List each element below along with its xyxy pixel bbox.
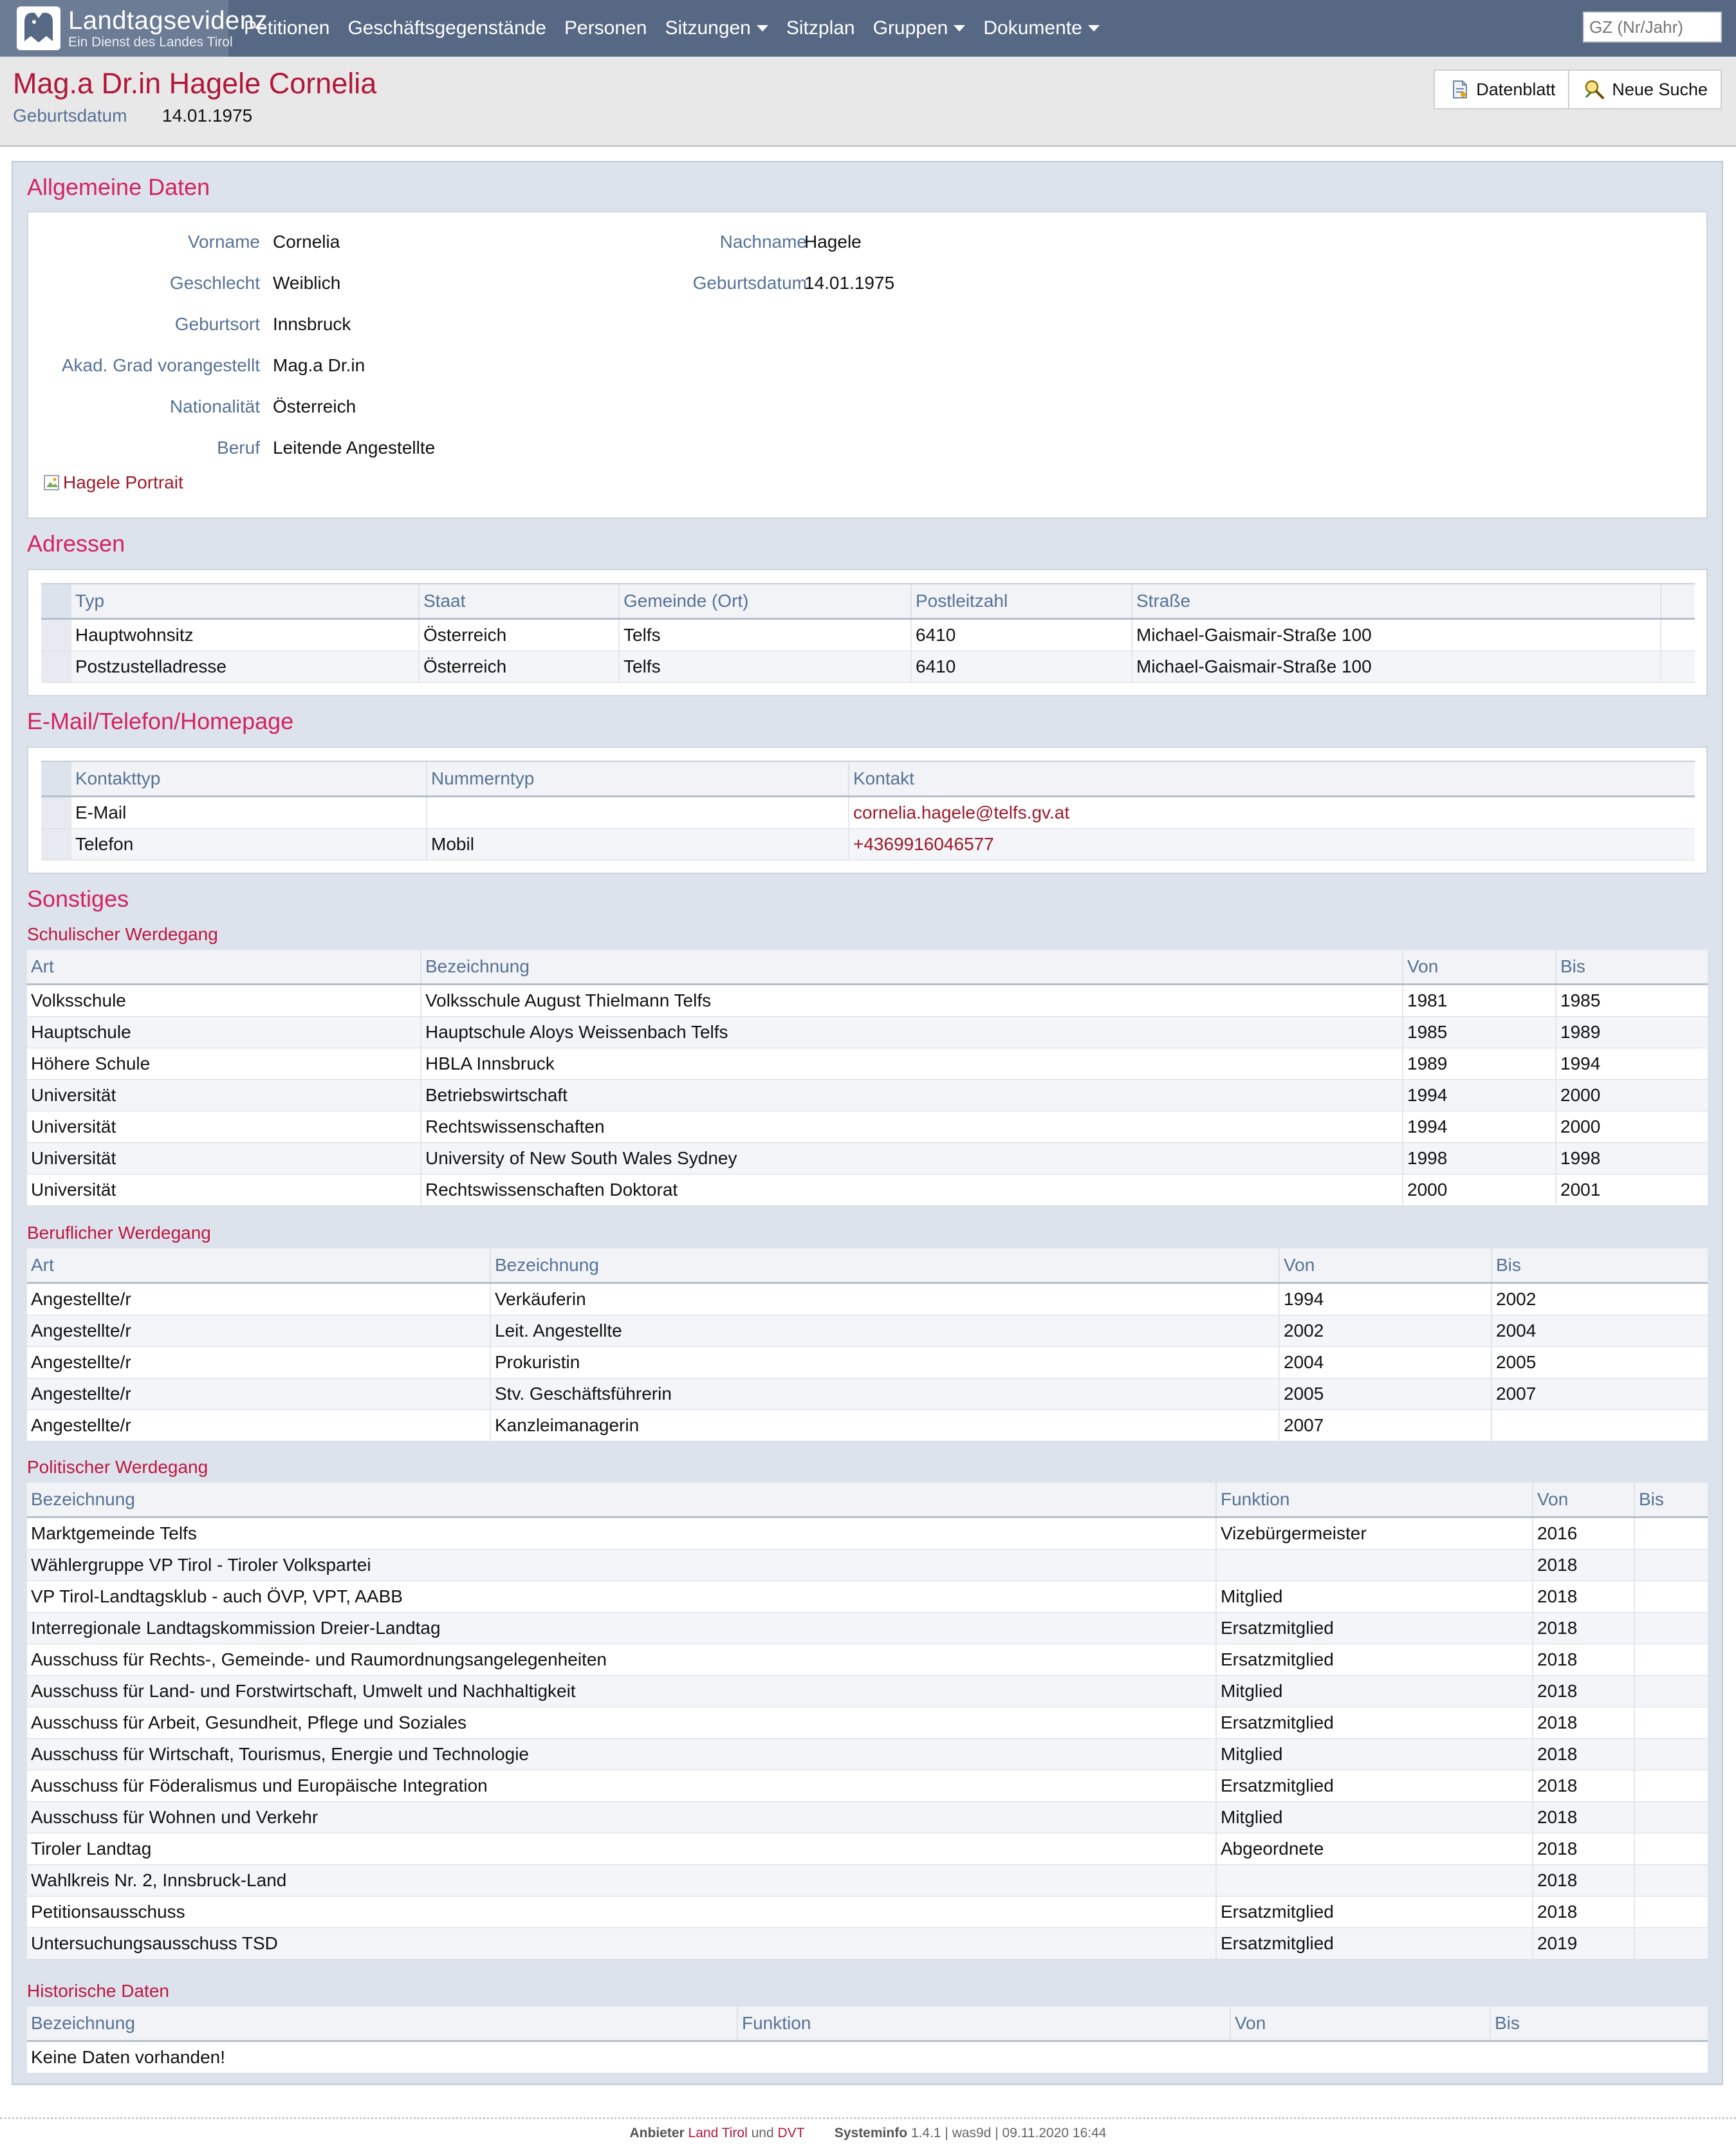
- table-cell: 2004: [1491, 1315, 1708, 1347]
- table-cell: Leit. Angestellte: [490, 1315, 1279, 1347]
- email-link[interactable]: cornelia.hagele@telfs.gv.at: [853, 802, 1070, 822]
- table-row: [27, 1644, 1708, 1676]
- table-cell: Ausschuss für Arbeit, Gesundheit, Pflege und Soziales: [27, 1707, 1216, 1739]
- table-cell: Universität: [27, 1143, 421, 1174]
- table-cell: Ersatzmitglied: [1216, 1897, 1533, 1928]
- table-cell: Verkäuferin: [490, 1283, 1279, 1315]
- vorname-label: Vorname: [187, 232, 260, 252]
- table-cell: 2000: [1556, 1080, 1708, 1111]
- table-cell: Ausschuss für Rechts-, Gemeinde- und Raumordnungsangelegenheiten: [27, 1644, 1216, 1676]
- column-header[interactable]: Typ: [71, 584, 419, 619]
- table-cell: Rechtswissenschaften: [421, 1111, 1403, 1143]
- table-row[interactable]: [41, 797, 1695, 829]
- nav-dokumente-dropdown[interactable]: Dokumente: [983, 17, 1099, 39]
- table-cell: Telfs: [619, 651, 911, 683]
- nachname-label: Nachname: [719, 232, 807, 252]
- table-cell: [1634, 1644, 1708, 1676]
- table-cell: Ausschuss für Wirtschaft, Tourismus, Energie und Technologie: [27, 1739, 1216, 1770]
- table-cell: 6410: [911, 651, 1132, 683]
- column-header[interactable]: Gemeinde (Ort): [619, 584, 911, 619]
- table-row: [27, 1283, 1708, 1315]
- table-cell: Volksschule: [27, 985, 421, 1017]
- table-cell: 2000: [1403, 1174, 1556, 1206]
- table-cell: Angestellte/r: [27, 1378, 490, 1410]
- row-selector[interactable]: [41, 651, 71, 683]
- table-cell: 1998: [1556, 1143, 1708, 1174]
- table-cell: Ersatzmitglied: [1216, 1644, 1533, 1676]
- table-cell: [1634, 1897, 1708, 1928]
- subsection-title-politisch: Politischer Werdegang: [27, 1457, 208, 1477]
- page-title: Mag.a Dr.in Hagele Cornelia: [13, 67, 377, 100]
- document-icon: [1449, 79, 1470, 100]
- table-cell: Ausschuss für Föderalismus und Europäische Integration: [27, 1770, 1216, 1802]
- table-cell: 2018: [1533, 1833, 1634, 1865]
- row-selector[interactable]: [41, 797, 71, 829]
- portrait-image-placeholder: Hagele Portrait: [42, 472, 183, 493]
- nachname-value: Hagele: [804, 232, 862, 252]
- table-cell: 2018: [1533, 1707, 1634, 1739]
- table-cell: 1998: [1403, 1143, 1556, 1174]
- section-title-sonstiges: Sonstiges: [27, 886, 129, 912]
- table-cell: 2005: [1279, 1378, 1491, 1410]
- footer-anbieter-label: Anbieter: [629, 2126, 685, 2140]
- table-row: [27, 1517, 1708, 1550]
- table-cell: [1491, 1410, 1708, 1442]
- table-row: [27, 1174, 1708, 1206]
- table-row: [27, 1143, 1708, 1174]
- table-cell-spacer: [1661, 651, 1695, 683]
- phone-link[interactable]: +4369916046577: [853, 834, 994, 854]
- table-cell: Stv. Geschäftsführerin: [490, 1378, 1279, 1410]
- table-cell: Ausschuss für Wohnen und Verkehr: [27, 1802, 1216, 1833]
- table-cell: [1634, 1613, 1708, 1644]
- table-cell: [1634, 1676, 1708, 1707]
- table-cell: Tiroler Landtag: [27, 1833, 1216, 1865]
- table-cell: [1216, 1550, 1533, 1581]
- table-cell: [1216, 1865, 1533, 1897]
- column-header[interactable]: Von: [1403, 950, 1556, 985]
- footer-link-land-tirol[interactable]: Land Tirol: [688, 2126, 748, 2140]
- table-row: [27, 985, 1708, 1017]
- table-cell: Ausschuss für Land- und Forstwirtschaft, Umwelt und Nachhaltigkeit: [27, 1676, 1216, 1707]
- table-cell: 2004: [1279, 1347, 1491, 1378]
- person-header: [0, 57, 1736, 147]
- caret-down-icon: [757, 25, 768, 32]
- column-header[interactable]: Von: [1533, 1483, 1634, 1517]
- table-header-row: [41, 761, 1695, 797]
- nav-petitionen[interactable]: Petitionen: [244, 17, 330, 39]
- table-cell: [1634, 1770, 1708, 1802]
- table-cell: Angestellte/r: [27, 1410, 490, 1442]
- nav-sitzungen-dropdown[interactable]: Sitzungen: [665, 17, 768, 39]
- table-cell: [1634, 1707, 1708, 1739]
- geschlecht-label: Geschlecht: [169, 273, 260, 293]
- nav-personen[interactable]: Personen: [564, 17, 647, 39]
- section-title-adressen: Adressen: [27, 530, 125, 557]
- datenblatt-button[interactable]: Datenblatt: [1434, 70, 1569, 109]
- footer-link-dvt[interactable]: DVT: [777, 2126, 805, 2140]
- table-cell: [1634, 1581, 1708, 1613]
- column-header[interactable]: Bezeichnung: [490, 1248, 1279, 1283]
- broken-image-icon: [42, 473, 62, 492]
- table-cell: Hauptschule: [27, 1017, 421, 1048]
- table-cell: Abgeordnete: [1216, 1833, 1533, 1865]
- table-cell: Interregionale Landtagskommission Dreier-Landtag: [27, 1613, 1216, 1644]
- table-cell: [849, 829, 1695, 860]
- politischer-werdegang-table: [27, 1483, 1708, 1960]
- brand[interactable]: [0, 0, 268, 57]
- table-row: [27, 1017, 1708, 1048]
- table-cell: 1994: [1403, 1080, 1556, 1111]
- nav-sitzplan[interactable]: Sitzplan: [786, 17, 855, 39]
- table-cell: Petitionsausschuss: [27, 1897, 1216, 1928]
- table-cell: 2018: [1533, 1739, 1634, 1770]
- historische-daten-table: [27, 2007, 1708, 2073]
- table-cell: Ersatzmitglied: [1216, 1770, 1533, 1802]
- table-cell: Wahlkreis Nr. 2, Innsbruck-Land: [27, 1865, 1216, 1897]
- top-navbar: [0, 0, 1736, 57]
- table-cell: VP Tirol-Landtagsklub - auch ÖVP, VPT, AABB: [27, 1581, 1216, 1613]
- caret-down-icon: [1088, 25, 1100, 32]
- table-row: [27, 1378, 1708, 1410]
- column-header[interactable]: Art: [27, 950, 421, 985]
- column-header[interactable]: Art: [27, 1248, 490, 1283]
- column-header-spacer: [1661, 584, 1695, 619]
- column-header[interactable]: Kontakttyp: [71, 761, 427, 797]
- table-row[interactable]: [41, 829, 1695, 860]
- geburtsort-label: Geburtsort: [174, 314, 260, 334]
- vorname-value: Cornelia: [273, 232, 340, 252]
- header-dob-label: Geburtsdatum: [13, 106, 127, 125]
- footer-divider: [0, 2117, 1736, 2119]
- table-cell: 2002: [1279, 1315, 1491, 1347]
- table-row: [27, 1347, 1708, 1378]
- table-cell: 2018: [1533, 1770, 1634, 1802]
- table-cell: [1634, 1928, 1708, 1960]
- section-title-kontakt: E-Mail/Telefon/Homepage: [27, 708, 294, 734]
- table-cell: [1634, 1517, 1708, 1550]
- table-cell: Mobil: [427, 829, 849, 860]
- table-cell: Hauptschule Aloys Weissenbach Telfs: [421, 1017, 1403, 1048]
- table-cell: Angestellte/r: [27, 1347, 490, 1378]
- brand-subtitle: Ein Dienst des Landes Tirol: [68, 35, 233, 50]
- table-row: [27, 1739, 1708, 1770]
- column-header[interactable]: Bis: [1491, 1248, 1708, 1283]
- nationalitaet-value: Österreich: [273, 396, 356, 416]
- table-cell: 2018: [1533, 1802, 1634, 1833]
- header-button-group: [1434, 70, 1722, 109]
- subsection-title-schulisch: Schulischer Werdegang: [27, 924, 218, 944]
- table-cell: [1634, 1833, 1708, 1865]
- table-row: [27, 1581, 1708, 1613]
- column-header[interactable]: Bis: [1490, 2007, 1708, 2041]
- table-cell: 2016: [1533, 1517, 1634, 1550]
- table-cell: Mitglied: [1216, 1676, 1533, 1707]
- table-cell: Michael-Gaismair-Straße 100: [1132, 619, 1661, 651]
- table-cell: [1634, 1865, 1708, 1897]
- table-cell: [1634, 1550, 1708, 1581]
- table-cell: Vizebürgermeister: [1216, 1517, 1533, 1550]
- column-header[interactable]: Funktion: [1216, 1483, 1533, 1517]
- adressen-panel: [27, 569, 1708, 696]
- table-cell: 1994: [1403, 1111, 1556, 1143]
- subsection-title-beruflich: Beruflicher Werdegang: [27, 1223, 211, 1243]
- footer-systeminfo-label: Systeminfo: [834, 2126, 908, 2140]
- table-cell: 2007: [1491, 1378, 1708, 1410]
- kontakt-panel: [27, 747, 1708, 874]
- row-selector[interactable]: [41, 619, 71, 651]
- table-cell: 2005: [1491, 1347, 1708, 1378]
- column-header[interactable]: Straße: [1132, 584, 1661, 619]
- table-cell: 2007: [1279, 1410, 1491, 1442]
- column-header[interactable]: Nummerntyp: [427, 761, 849, 797]
- table-cell: HBLA Innsbruck: [421, 1048, 1403, 1080]
- table-cell: 2018: [1533, 1550, 1634, 1581]
- table-row: [27, 1707, 1708, 1739]
- table-cell: [849, 797, 1695, 829]
- table-row[interactable]: [41, 619, 1695, 651]
- table-row: [27, 1928, 1708, 1960]
- table-cell: Michael-Gaismair-Straße 100: [1132, 651, 1661, 683]
- main-content: [12, 161, 1723, 2085]
- select-column-header: [41, 761, 71, 797]
- table-cell: Rechtswissenschaften Doktorat: [421, 1174, 1403, 1206]
- table-cell: University of New South Wales Sydney: [421, 1143, 1403, 1174]
- search-icon: [1584, 79, 1605, 100]
- beruf-value: Leitende Angestellte: [273, 438, 436, 458]
- table-cell: 2018: [1533, 1644, 1634, 1676]
- table-row: [27, 1802, 1708, 1833]
- kontakt-table: [41, 761, 1695, 860]
- nav-gruppen-dropdown[interactable]: Gruppen: [873, 17, 966, 39]
- schulischer-werdegang-table: [27, 950, 1708, 1206]
- geburtsdatum-label: Geburtsdatum: [692, 273, 807, 293]
- column-header[interactable]: Bezeichnung: [421, 950, 1403, 985]
- footer-und: und: [751, 2126, 774, 2140]
- table-cell: 1989: [1556, 1017, 1708, 1048]
- column-header[interactable]: Staat: [419, 584, 619, 619]
- table-cell: 2018: [1533, 1613, 1634, 1644]
- gz-search-input[interactable]: [1583, 12, 1722, 42]
- table-row: [27, 1315, 1708, 1347]
- table-header-row: [27, 2007, 1708, 2041]
- tirol-eagle-logo-icon: [13, 1, 64, 55]
- table-cell: Ersatzmitglied: [1216, 1928, 1533, 1960]
- table-row: [27, 1111, 1708, 1143]
- table-header-row: [27, 1483, 1708, 1517]
- table-cell: Ersatzmitglied: [1216, 1707, 1533, 1739]
- table-cell: 1994: [1556, 1048, 1708, 1080]
- table-row: [27, 1865, 1708, 1897]
- column-header[interactable]: Bis: [1634, 1483, 1708, 1517]
- table-cell: 2018: [1533, 1581, 1634, 1613]
- table-cell: 2018: [1533, 1865, 1634, 1897]
- table-cell: Universität: [27, 1174, 421, 1206]
- column-header[interactable]: Postleitzahl: [911, 584, 1132, 619]
- table-cell: Mitglied: [1216, 1739, 1533, 1770]
- table-cell: 2000: [1556, 1111, 1708, 1143]
- table-cell: Wählergruppe VP Tirol - Tiroler Volkspartei: [27, 1550, 1216, 1581]
- table-row: [27, 1410, 1708, 1442]
- table-cell: Österreich: [419, 619, 619, 651]
- table-cell: Kanzleimanagerin: [490, 1410, 1279, 1442]
- table-cell: Angestellte/r: [27, 1315, 490, 1347]
- table-cell: Angestellte/r: [27, 1283, 490, 1315]
- table-cell: Untersuchungsausschuss TSD: [27, 1928, 1216, 1960]
- table-row: [27, 1676, 1708, 1707]
- table-row: [27, 1833, 1708, 1865]
- geburtsdatum-value: 14.01.1975: [804, 273, 895, 293]
- table-cell: Mitglied: [1216, 1581, 1533, 1613]
- footer: [0, 2126, 1736, 2141]
- empty-message: Keine Daten vorhanden!: [27, 2041, 1708, 2073]
- footer-systeminfo-value: 1.4.1 | was9d | 09.11.2020 16:44: [910, 2126, 1107, 2140]
- table-cell: Universität: [27, 1111, 421, 1143]
- table-row-empty: [27, 2041, 1708, 2073]
- nav-geschaeftsgegenstaende[interactable]: Geschäftsgegenstände: [347, 17, 546, 39]
- table-cell: 2018: [1533, 1676, 1634, 1707]
- table-cell: Telfs: [619, 619, 911, 651]
- section-title-allgemeine-daten: Allgemeine Daten: [27, 174, 210, 200]
- table-cell: 2001: [1556, 1174, 1708, 1206]
- header-dob-value: 14.01.1975: [162, 106, 253, 125]
- table-cell: Ersatzmitglied: [1216, 1613, 1533, 1644]
- table-cell: Volksschule August Thielmann Telfs: [421, 985, 1403, 1017]
- brand-title: Landtagsevidenz: [68, 6, 268, 35]
- table-cell-spacer: [1661, 619, 1695, 651]
- table-cell: 2002: [1491, 1283, 1708, 1315]
- table-cell: Postzustelladresse: [71, 651, 419, 683]
- table-row: [27, 1770, 1708, 1802]
- beruf-label: Beruf: [217, 438, 260, 458]
- table-header-row: [27, 1248, 1708, 1283]
- table-header-row: [41, 584, 1695, 619]
- column-header[interactable]: Bis: [1556, 950, 1708, 985]
- neue-suche-button[interactable]: Neue Suche: [1569, 70, 1722, 109]
- akad-grad-value: Mag.a Dr.in: [273, 355, 365, 375]
- table-cell: 1989: [1403, 1048, 1556, 1080]
- table-cell: 2018: [1533, 1897, 1634, 1928]
- table-cell: Prokuristin: [490, 1347, 1279, 1378]
- column-header[interactable]: Bezeichnung: [27, 1483, 1216, 1517]
- table-cell: Betriebswirtschaft: [421, 1080, 1403, 1111]
- column-header[interactable]: Kontakt: [849, 761, 1695, 797]
- table-cell: [1634, 1802, 1708, 1833]
- table-cell: Höhere Schule: [27, 1048, 421, 1080]
- table-row: [27, 1080, 1708, 1111]
- row-selector[interactable]: [41, 829, 71, 860]
- table-cell: Österreich: [419, 651, 619, 683]
- table-row: [27, 1613, 1708, 1644]
- table-cell: 1981: [1403, 985, 1556, 1017]
- table-row: [27, 1048, 1708, 1080]
- table-cell: 6410: [911, 619, 1132, 651]
- column-header[interactable]: Von: [1230, 2007, 1490, 2041]
- select-column-header: [41, 584, 71, 619]
- table-row: [27, 1897, 1708, 1928]
- column-header[interactable]: Bezeichnung: [27, 2007, 737, 2041]
- table-cell: [427, 797, 849, 829]
- beruflicher-werdegang-table: [27, 1248, 1708, 1442]
- column-header[interactable]: Funktion: [737, 2007, 1230, 2041]
- allgemeine-daten-panel: [27, 211, 1708, 519]
- table-cell: 1985: [1556, 985, 1708, 1017]
- subsection-title-historisch: Historische Daten: [27, 1981, 169, 2001]
- adressen-table: [41, 583, 1695, 683]
- geschlecht-value: Weiblich: [273, 273, 341, 293]
- table-cell: [1634, 1739, 1708, 1770]
- table-cell: Telefon: [71, 829, 427, 860]
- table-header-row: [27, 950, 1708, 985]
- table-cell: Hauptwohnsitz: [71, 619, 419, 651]
- table-cell: Marktgemeinde Telfs: [27, 1517, 1216, 1550]
- caret-down-icon: [954, 25, 965, 32]
- table-row[interactable]: [41, 651, 1695, 683]
- table-cell: 1994: [1279, 1283, 1491, 1315]
- table-row: [27, 1550, 1708, 1581]
- table-cell: 2019: [1533, 1928, 1634, 1960]
- table-cell: Mitglied: [1216, 1802, 1533, 1833]
- akad-grad-label: Akad. Grad vorangestellt: [61, 355, 260, 375]
- geburtsort-value: Innsbruck: [273, 314, 351, 334]
- table-cell: 1985: [1403, 1017, 1556, 1048]
- table-cell: E-Mail: [71, 797, 427, 829]
- table-cell: Universität: [27, 1080, 421, 1111]
- column-header[interactable]: Von: [1279, 1248, 1491, 1283]
- nationalitaet-label: Nationalität: [169, 396, 260, 416]
